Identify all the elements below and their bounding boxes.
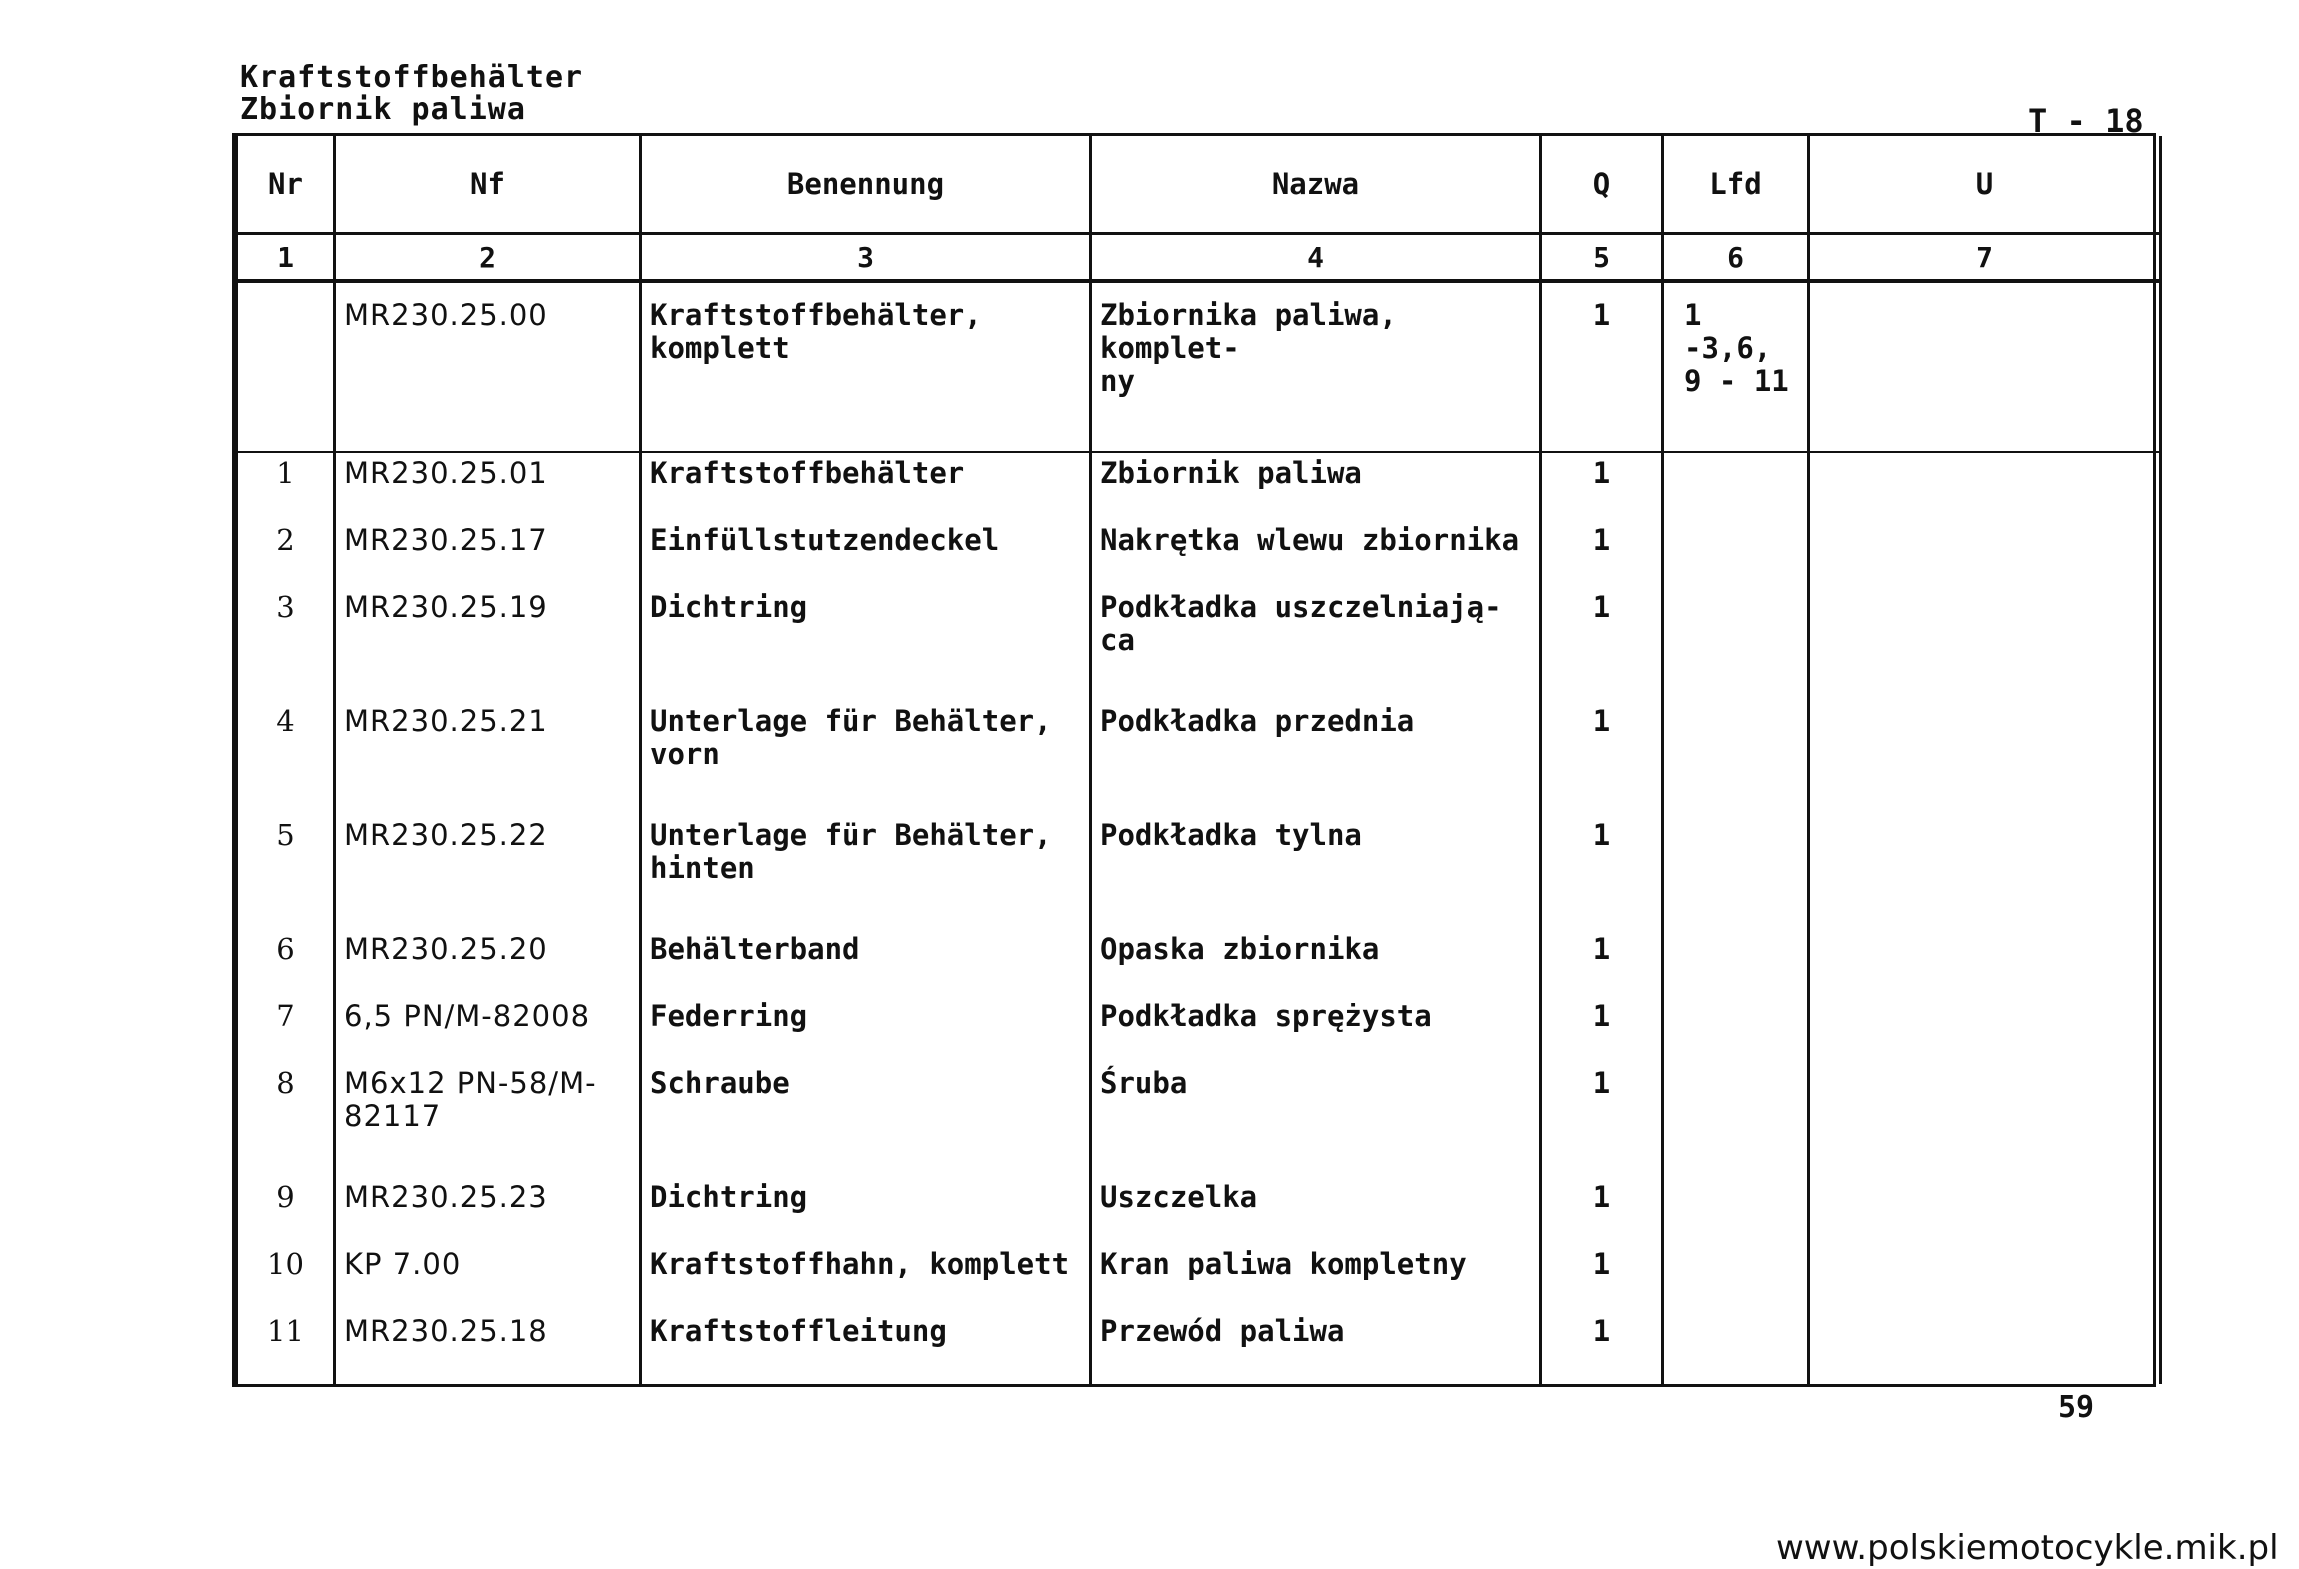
- cell-part-number: MR230.25.23: [335, 1177, 641, 1244]
- col-number: 7: [1809, 234, 2161, 282]
- col-header-q: Q: [1541, 136, 1663, 234]
- col-number: 5: [1541, 234, 1663, 282]
- cell-benennung: Kraftstoffhahn, komplett: [641, 1244, 1091, 1311]
- table-row: [237, 587, 2161, 701]
- col-number: 2: [335, 234, 641, 282]
- cell-benennung: Unterlage für Behälter, hinten: [641, 815, 1091, 929]
- col-header-lfd: Lfd: [1663, 136, 1809, 234]
- col-number: 6: [1663, 234, 1809, 282]
- table-row: [237, 1063, 2161, 1177]
- cell-u: [1809, 996, 2161, 1063]
- col-header-nf: Nf: [335, 136, 641, 234]
- cell-part-number: KP 7.00: [335, 1244, 641, 1311]
- cell-lfd: [1663, 1244, 1809, 1311]
- cell-u: [1809, 1177, 2161, 1244]
- cell-lfd: [1663, 1177, 1809, 1244]
- cell-nr: 10: [237, 1244, 335, 1311]
- cell-lfd: [1663, 1311, 1809, 1378]
- table-row: [237, 1177, 2161, 1244]
- page-number: 59: [2058, 1390, 2095, 1425]
- cell-lfd: 1 -3,6, 9 - 11: [1663, 281, 1809, 452]
- cell-nr: 9: [237, 1177, 335, 1244]
- table-row: [237, 1244, 2161, 1311]
- cell-benennung: Dichtring: [641, 587, 1091, 701]
- cell-u: [1809, 1244, 2161, 1311]
- cell-nr: 11: [237, 1311, 335, 1378]
- cell-part-number: MR230.25.00: [335, 281, 641, 452]
- cell-quantity: 1: [1541, 996, 1663, 1063]
- cell-benennung: Kraftstoffleitung: [641, 1311, 1091, 1378]
- empty-cell: [237, 1378, 335, 1384]
- cell-quantity: 1: [1541, 1244, 1663, 1311]
- cell-quantity: 1: [1541, 701, 1663, 815]
- cell-nr: 3: [237, 587, 335, 701]
- cell-lfd: [1663, 929, 1809, 996]
- cell-benennung: Federring: [641, 996, 1091, 1063]
- cell-u: [1809, 929, 2161, 996]
- title-polish: Zbiornik paliwa: [240, 92, 526, 127]
- cell-nazwa: Zbiornika paliwa, komplet- ny: [1091, 281, 1541, 452]
- cell-nazwa: Kran paliwa kompletny: [1091, 1244, 1541, 1311]
- cell-nazwa: Zbiornik paliwa: [1091, 452, 1541, 520]
- cell-nazwa: Przewód paliwa: [1091, 1311, 1541, 1378]
- parts-table: [235, 136, 2162, 1384]
- cell-nazwa: Podkładka tylna: [1091, 815, 1541, 929]
- cell-nr: [237, 281, 335, 452]
- cell-u: [1809, 1311, 2161, 1378]
- cell-nr: 1: [237, 452, 335, 520]
- empty-cell: [335, 1378, 641, 1384]
- cell-part-number: 6,5 PN/M-82008: [335, 996, 641, 1063]
- cell-quantity: 1: [1541, 1063, 1663, 1177]
- table-row: [237, 1311, 2161, 1378]
- cell-part-number: MR230.25.20: [335, 929, 641, 996]
- table-row: [237, 815, 2161, 929]
- cell-u: [1809, 281, 2161, 452]
- cell-benennung: Kraftstoffbehälter: [641, 452, 1091, 520]
- cell-benennung: Unterlage für Behälter, vorn: [641, 701, 1091, 815]
- header-row: [237, 136, 2161, 234]
- table-row: [237, 520, 2161, 587]
- title-german: Kraftstoffbehälter: [240, 60, 584, 95]
- cell-benennung: Kraftstoffbehälter, komplett: [641, 281, 1091, 452]
- col-header-benennung: Benennung: [641, 136, 1091, 234]
- cell-quantity: 1: [1541, 929, 1663, 996]
- cell-quantity: 1: [1541, 520, 1663, 587]
- page-code: T - 18: [2028, 102, 2144, 140]
- cell-u: [1809, 815, 2161, 929]
- site-url: www.polskiemotocykle.mik.pl: [1776, 1528, 2279, 1568]
- col-header-u: U: [1809, 136, 2161, 234]
- table-row: [237, 996, 2161, 1063]
- cell-nazwa: Podkładka przednia: [1091, 701, 1541, 815]
- cell-part-number: MR230.25.19: [335, 587, 641, 701]
- cell-u: [1809, 452, 2161, 520]
- cell-benennung: Einfüllstutzendeckel: [641, 520, 1091, 587]
- empty-cell: [1091, 1378, 1541, 1384]
- cell-nazwa: Podkładka sprężysta: [1091, 996, 1541, 1063]
- cell-u: [1809, 1063, 2161, 1177]
- parts-table-frame: [232, 133, 2156, 1387]
- cell-quantity: 1: [1541, 587, 1663, 701]
- cell-nazwa: Śruba: [1091, 1063, 1541, 1177]
- empty-cell: [641, 1378, 1091, 1384]
- cell-quantity: 1: [1541, 1177, 1663, 1244]
- cell-lfd: [1663, 587, 1809, 701]
- cell-part-number: MR230.25.17: [335, 520, 641, 587]
- cell-quantity: 1: [1541, 1311, 1663, 1378]
- cell-nazwa: Uszczelka: [1091, 1177, 1541, 1244]
- cell-nazwa: Nakrętka wlewu zbiornika: [1091, 520, 1541, 587]
- col-header-nazwa: Nazwa: [1091, 136, 1541, 234]
- cell-part-number: MR230.25.18: [335, 1311, 641, 1378]
- cell-part-number: M6x12 PN-58/M- 82117: [335, 1063, 641, 1177]
- cell-nr: 5: [237, 815, 335, 929]
- empty-cell: [1809, 1378, 2161, 1384]
- cell-nazwa: Podkładka uszczelniają- ca: [1091, 587, 1541, 701]
- table-row: [237, 452, 2161, 520]
- table-row: [237, 929, 2161, 996]
- cell-benennung: Behälterband: [641, 929, 1091, 996]
- column-number-row: [237, 234, 2161, 282]
- cell-u: [1809, 587, 2161, 701]
- cell-u: [1809, 520, 2161, 587]
- table-body: [237, 281, 2161, 1384]
- cell-lfd: [1663, 1063, 1809, 1177]
- cell-lfd: [1663, 520, 1809, 587]
- col-number: 1: [237, 234, 335, 282]
- cell-nazwa: Opaska zbiornika: [1091, 929, 1541, 996]
- col-number: 4: [1091, 234, 1541, 282]
- cell-nr: 8: [237, 1063, 335, 1177]
- col-number: 3: [641, 234, 1091, 282]
- table-filler-row: [237, 1378, 2161, 1384]
- empty-cell: [1663, 1378, 1809, 1384]
- cell-part-number: MR230.25.01: [335, 452, 641, 520]
- cell-nr: 7: [237, 996, 335, 1063]
- cell-quantity: 1: [1541, 452, 1663, 520]
- cell-quantity: 1: [1541, 815, 1663, 929]
- cell-nr: 6: [237, 929, 335, 996]
- cell-part-number: MR230.25.22: [335, 815, 641, 929]
- cell-benennung: Dichtring: [641, 1177, 1091, 1244]
- cell-u: [1809, 701, 2161, 815]
- cell-nr: 4: [237, 701, 335, 815]
- table-row-assembly: [237, 281, 2161, 452]
- col-header-nr: Nr: [237, 136, 335, 234]
- table-row: [237, 701, 2161, 815]
- cell-lfd: [1663, 701, 1809, 815]
- cell-benennung: Schraube: [641, 1063, 1091, 1177]
- cell-lfd: [1663, 815, 1809, 929]
- cell-lfd: [1663, 996, 1809, 1063]
- cell-nr: 2: [237, 520, 335, 587]
- cell-quantity: 1: [1541, 281, 1663, 452]
- empty-cell: [1541, 1378, 1663, 1384]
- cell-part-number: MR230.25.21: [335, 701, 641, 815]
- cell-lfd: [1663, 452, 1809, 520]
